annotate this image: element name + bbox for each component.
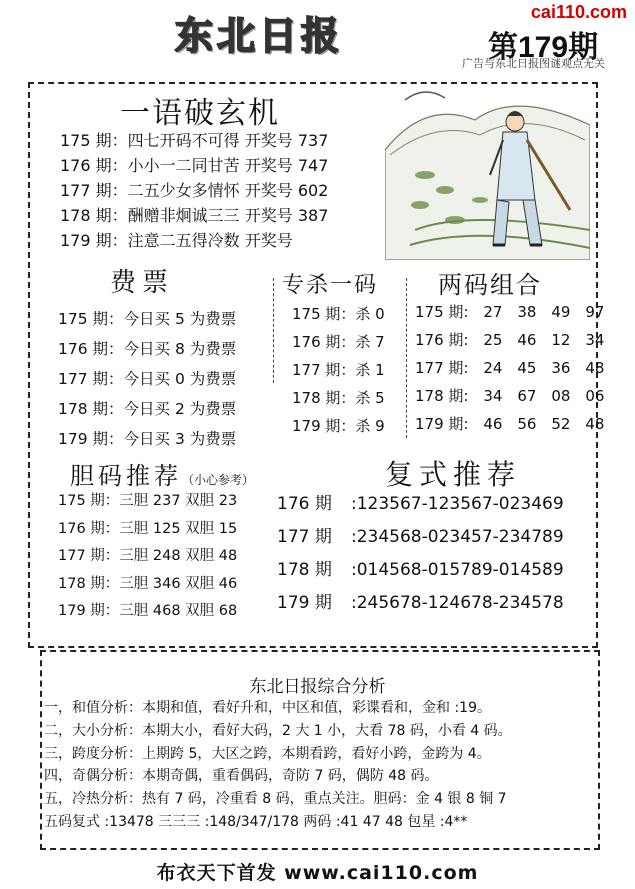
pairs-row: 175 期: 27 38 49 97 [415,303,605,321]
pairs-row: 179 期: 46 56 52 48 [415,415,605,433]
masthead-title: 东北日报 [175,13,344,58]
analysis-row: 四，奇偶分析：本期奇偶，重看偶码，奇防 7 码，偶防 48 码。 [44,768,439,785]
riddle-row: 175 期：四七开码不可得 开奖号 737 [60,131,329,150]
kill-title: 专杀一码 [282,273,379,298]
kill-list [292,300,385,440]
pairs-row: 178 期: 34 67 08 06 [415,387,605,405]
fee-row: 177 期：今日买 0 为费票 [58,370,237,388]
compound-row: 179 期 :245678-124678-234578 [277,593,564,613]
analysis-row: 三，跨度分析：上期跨 5，大区之跨，本期看跨，看好小跨，金跨为 4。 [44,745,491,762]
compound-row: 178 期 :014568-015789-014589 [277,560,564,580]
fee-row: 179 期：今日买 3 为费票 [58,430,237,448]
site-logo-text[interactable]: cai110.com [530,2,627,22]
analysis-row: 五码复式 :13478 三三三 :148/347/178 两码 :41 47 48 包星 :4** [44,813,468,830]
fee-list [58,304,236,454]
compound-title: 复式推荐 [385,458,522,491]
pairs-row: 177 期: 24 45 36 48 [415,359,605,377]
fee-title: 费票 [110,268,175,298]
kill-row: 175 期：杀 0 [292,305,385,323]
compound-row: 176 期 :123567-123567-023469 [277,494,564,514]
kill-row: 176 期：杀 7 [292,333,385,351]
riddle-row: 179 期：注意二五得冷数 开奖号 [60,231,293,250]
gall-row: 176 期：三胆 125 双胆 15 [58,520,238,537]
analysis-list [44,697,512,834]
divider [273,278,274,383]
riddle-row: 176 期：小小一二同甘苦 开奖号 747 [60,156,329,175]
pairs-title: 两码组合 [438,271,542,299]
kill-row: 177 期：杀 1 [292,361,385,379]
gall-note: （小心参考） [182,473,255,487]
gall-list [58,488,237,626]
footer-text[interactable]: 布衣天下首发 www.cai110.com [156,862,479,884]
issue-suffix: 期 [568,30,599,65]
divider [406,278,407,438]
issue-value: 179 [518,31,569,64]
gall-row: 177 期：三胆 248 双胆 48 [58,548,238,564]
analysis-row: 五，冷热分析：热有 7 码，冷重看 8 码，重点关注。胆码：金 4 银 8 铜 7 [44,791,507,808]
gall-title: 胆码推荐（小心参考） [70,462,255,490]
fee-row: 176 期：今日买 8 为费票 [58,340,237,358]
gall-row: 179 期：三胆 468 双胆 68 [58,603,238,619]
compound-row: 177 期 :234568-023457-234789 [277,527,564,547]
gall-row: 178 期：三胆 346 双胆 46 [58,575,238,592]
riddle-title: 一语破玄机 [120,96,280,131]
pairs-row: 176 期: 25 46 12 34 [415,331,605,349]
gall-row: 175 期：三胆 237 双胆 23 [58,493,238,509]
farmer-illustration [385,80,590,260]
fee-row: 178 期：今日买 2 为费票 [58,400,237,418]
fee-row: 175 期：今日买 5 为费票 [58,310,237,328]
compound-list [277,488,564,620]
issue-prefix: 第 [488,30,518,65]
riddle-list [60,128,328,253]
analysis-row: 二，大小分析：本期大小，看好大码，2 大 1 小，大看 78 码，小看 4 码。 [44,722,512,739]
pairs-list [415,298,604,438]
kill-row: 178 期：杀 5 [292,389,385,407]
riddle-row: 177 期：二五少女多情怀 开奖号 602 [60,181,329,200]
kill-row: 179 期：杀 9 [292,417,385,435]
disclaimer: 广告与东北日报图谜观点无关 [462,57,605,70]
riddle-row: 178 期：酬赠非炯诚三三 开奖号 387 [60,206,329,225]
analysis-row: 一，和值分析：本期和值，看好升和，中区和值，彩谍看和，金和 :19。 [44,700,491,716]
analysis-title: 东北日报综合分析 [249,677,386,697]
